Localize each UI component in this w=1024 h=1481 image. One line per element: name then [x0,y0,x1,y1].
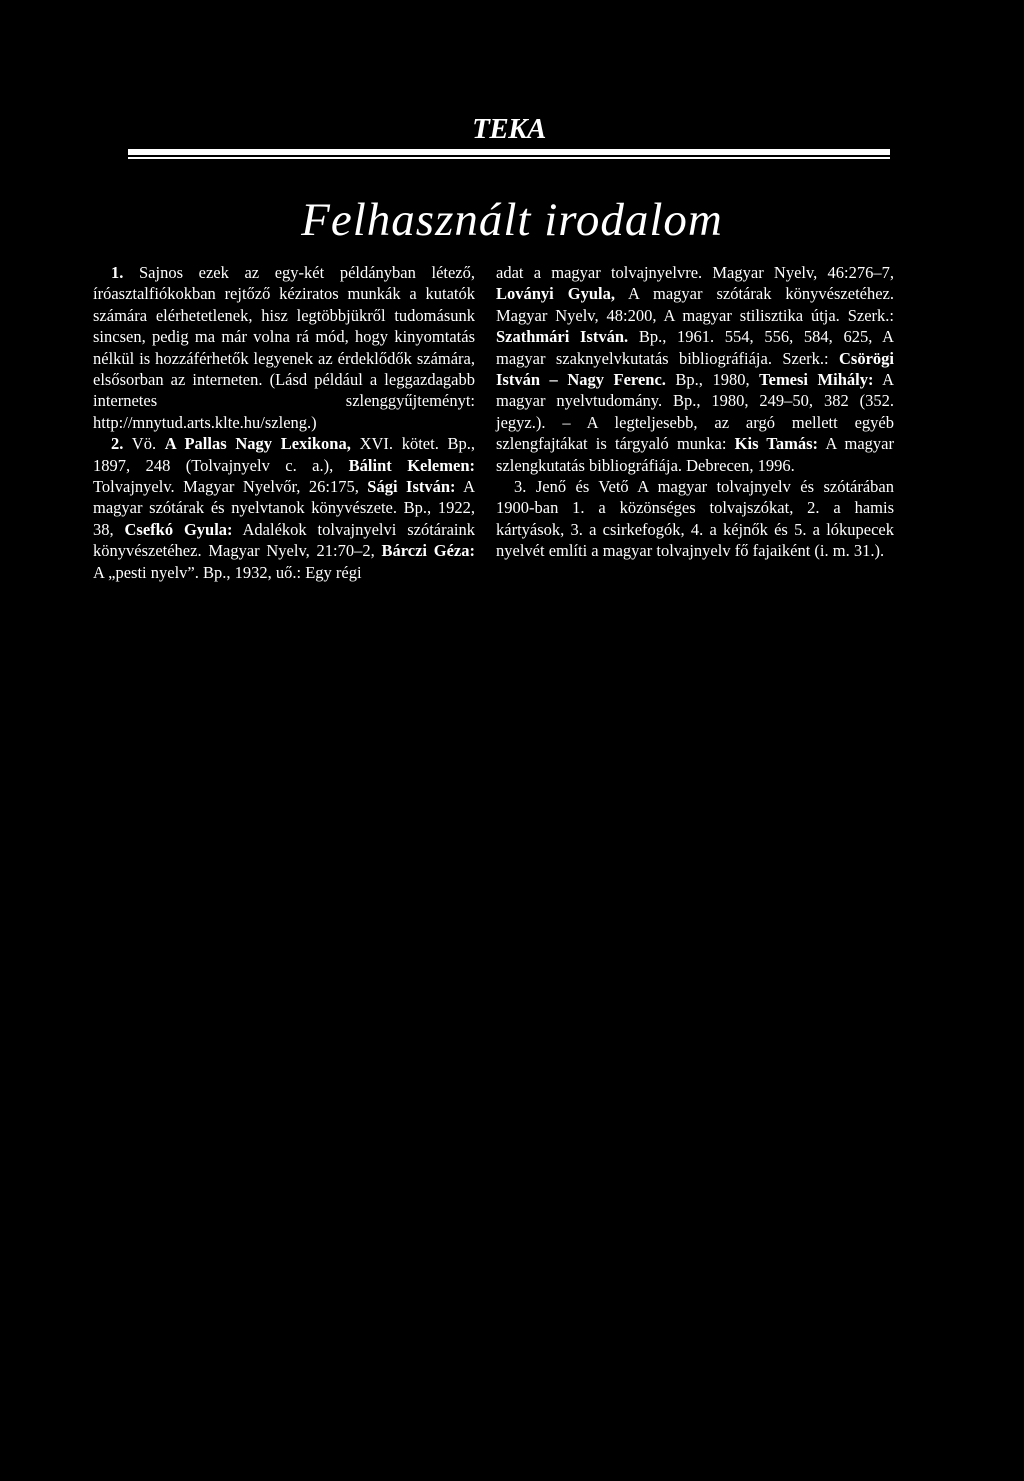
note-2-text: A magyar szótárak könyvészetéhez. Magyar Nyelv, 48:200, A magyar stilisztika útja. Szerk.: [496,284,894,325]
note-2-number: 2. [111,434,124,454]
note-2-text: A magyar szlengkutatás bibliográfiája. Debrecen, 1996. [496,434,894,475]
note-2-text: XVI. kötet. Bp., 1897, 248 (Tolvajnyelv c. a.), [93,434,476,475]
left-column [93,262,475,583]
note-2-author-barczi: Bárczi Géza: [381,541,475,561]
right-column [496,262,894,562]
note-2-continued [496,262,894,476]
running-title: TEKA [472,113,546,145]
note-2-text: Bp., 1980, [675,370,750,390]
note-2-text: Bp., 1961. 554, 556, 584, 625, A magyar szaknyelvkutatás bibliográfiája. Szerk.: [496,327,895,368]
note-2-editor-szathmari: Szathmári István. [496,327,629,347]
page-title: Felhasznált irodalom [301,194,723,246]
note-1-text: Sajnos ezek az egy-két példányban létező, íróasztalfiókokban rejtőző kéziratos munkák a kutatók számára elérhetetlenek, hisz legtöbbjükről tudomásunk sincsen, pedig ma már volna rá mód, hogy kinyomtatás nélkül is hozzáférhetők legyenek az érdeklődők számára, elsősorban az interneten. (Lásd például a leggazdagabb internetes szlenggyűjteményt: http://mnytud.arts.klte.hu/szleng.) [93,263,476,432]
note-2-text: A magyar nyelvtudomány. Bp., 1980, 249–50, 382 (352. jegyz.). – A legteljesebb, az argó mellett egyéb szlengfajtákat is tárgyaló munka: [496,370,894,454]
note-3-text: Jenő és Vető A magyar tolvajnyelv és szótárában 1900-ban 1. a közönséges tolvajszókat, 2. a hamis kártyások, 3. a csirkefogók, 4. a kéjnők és 5. a lókupecek nyelvét említi a magyar tolvajnyelv fő fajaiként (i. m. 31.). [496,477,895,561]
note-1 [93,262,475,433]
note-2-text: Tolvajnyelv. Magyar Nyelvőr, 26:175, [93,477,359,497]
note-2-text: Vö. [131,434,157,454]
note-2-author-sagi: Sági István: [367,477,456,497]
note-3 [496,476,894,562]
note-2-text: Adalékok tolvajnyelvi szótáraink könyvészetéhez. Magyar Nyelv, 21:70–2, [93,519,476,561]
note-2-author-lovanyi: Loványi Gyula, [496,284,615,304]
note-1-number: 1. [111,263,124,282]
note-2-author-csefko: Csefkó Gyula: [124,519,233,539]
note-2-text: A magyar szótárak és nyelvtanok könyvészete. Bp., 1922, 38, [93,477,476,539]
note-2-author-balint: Bálint Kelemen: [348,455,475,475]
note-2-editors-csorogi-nagy: Csörögi István – Nagy Ferenc. [496,348,894,390]
note-3-number: 3. [514,477,527,497]
header-rule-thick [128,149,890,155]
note-2-author-kis: Kis Tamás: [734,434,819,454]
note-2-bold-lexikon: A Pallas Nagy Lexikona, [164,434,351,454]
note-2-text: A „pesti nyelv”. Bp., 1932, uő.: Egy régi [93,562,362,582]
header-rule-thin [128,157,890,159]
note-2 [93,433,475,583]
note-2-text: adat a magyar tolvajnyelvre. Magyar Nyelv, 46:276–7, [496,263,894,282]
note-2-author-temesi: Temesi Mihály: [759,370,874,390]
